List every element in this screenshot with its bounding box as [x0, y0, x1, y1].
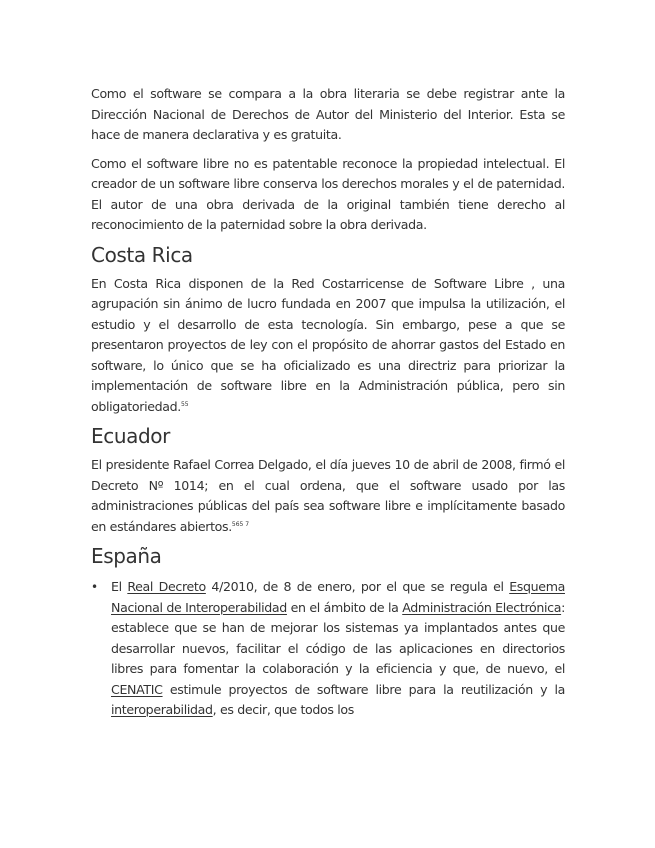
heading-espana: España: [91, 544, 162, 568]
bullet-icon: •: [91, 580, 98, 594]
list-item: [91, 577, 565, 721]
paragraph-ecuador: [91, 455, 565, 537]
link-esquema-nacional[interactable]: Esquema Nacional de Interoperabilidad: [111, 579, 565, 615]
heading-ecuador: Ecuador: [91, 424, 170, 448]
ecuador-text: El presidente Rafael Correa Delgado, el día jueves 10 de abril de 2008, firmó el Decreto Nº 1014; en el cual ordena, que el software usado por las administraciones públicas del país sea software libre e implícitamente basado en estándares abiertos.: [91, 457, 565, 534]
heading-costa-rica: Costa Rica: [91, 242, 193, 267]
bullet-text-6: , es decir, que todos los: [212, 702, 354, 717]
bullet-text-3: en el ámbito de la: [286, 599, 403, 615]
bullet-text-1: El: [111, 579, 128, 594]
footnote-ref-ecuador[interactable]: 565 7: [231, 520, 250, 528]
document-page: [91, 84, 565, 721]
paragraph-registro-software: Como el software se compara a la obra literaria se debe registrar ante la Dirección Nacional de Derechos de Autor del Ministerio del Interior. Esta se hace de manera declarativa y es gratuita.: [91, 86, 565, 142]
link-interoperabilidad[interactable]: interoperabilidad: [111, 702, 213, 717]
paragraph-costa-rica: [91, 274, 565, 418]
bullet-text-4: : establece que se han de mejorar los sistemas ya implantados antes que desarrollar nuevos, facilitar el código de las aplicaciones en directorios libres para fomentar la colaboración y la eficiencia y que, de nuevo, el: [111, 599, 565, 676]
link-cenatic[interactable]: CENATIC: [111, 681, 163, 697]
espana-bullet-list: [91, 577, 565, 721]
link-administracion-electronica[interactable]: Administración Electrónica: [402, 599, 562, 615]
costa-rica-text: En Costa Rica disponen de la Red Costarricense de Software Libre , una agrupación sin ánimo de lucro fundada en 2007 que impulsa la utilización, el estudio y el desarrollo de esta tecnología. Sin embargo, pese a que se presentaron proyectos de ley con el propósito de ahorrar gastos del Estado en software, lo único que se ha oficializado es una directriz para priorizar la implementación de software libre en la Administración pública, pero sin obligatoriedad.: [91, 275, 565, 414]
bullet-text-5: estimule proyectos de software libre para la reutilización y la: [162, 681, 565, 697]
paragraph-propiedad-intelectual: Como el software libre no es patentable reconoce la propiedad intelectual. El creador de un software libre conserva los derechos morales y el de paternidad. El autor de una obra derivada de la original también tiene derecho al reconocimiento de la paternidad sobre la obra derivada.: [91, 155, 565, 232]
footnote-ref-costa-rica[interactable]: 55: [180, 400, 189, 408]
bullet-text-2: 4/2010, de 8 de enero, por el que se regula el: [205, 579, 510, 594]
link-real-decreto[interactable]: Real Decreto: [127, 579, 206, 594]
